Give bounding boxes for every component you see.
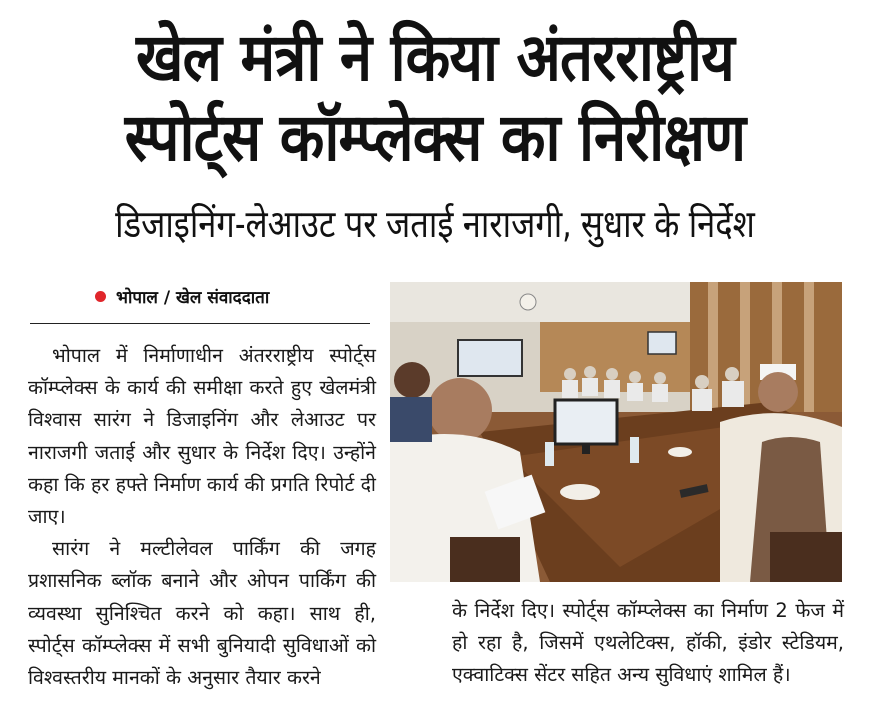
- article-column-right: [452, 595, 844, 692]
- subheadline: डिजाइनिंग-लेआउट पर जताई नाराजगी, सुधार के निर्देश: [115, 202, 755, 246]
- bullet-dot-icon: [95, 291, 106, 302]
- byline-text: भोपाल / खेल संवाददाता: [116, 288, 270, 308]
- paragraph-1: भोपाल में निर्माणाधीन अंतरराष्ट्रीय स्पोर्ट्स कॉम्प्लेक्स के कार्य की समीक्षा करते हुए खेलमंत्री विश्वास सारंग ने डिजाइनिंग और लेआउट पर नाराजगी जताई और सुधार के निर्देश दिए। उन्होंने कहा कि हर हफ्ते निर्माण कार्य की प्रगति रिपोर्ट दी जाए।: [28, 344, 376, 529]
- byline-divider: [30, 323, 370, 324]
- headline-line-1: खेल मंत्री ने किया अंतरराष्ट्रीय: [136, 19, 734, 96]
- headline-line-2: स्पोर्ट्स कॉम्प्लेक्स का निरीक्षण: [124, 99, 746, 176]
- paragraph-2-continued: के निर्देश दिए। स्पोर्ट्स कॉम्प्लेक्स का निर्माण 2 फेज में हो रहा है, जिसमें एथलेटिक्स, हॉकी, इंडोर स्टेडियम, एक्वाटिक्स सेंटर सहित अन्य सुविधाएं शामिल हैं।: [452, 599, 844, 687]
- meeting-photo-illustration: [390, 282, 842, 582]
- meeting-photo: [390, 282, 842, 582]
- paragraph-2: सारंग ने मल्टीलेवल पार्किंग की जगह प्रशासनिक ब्लॉक बनाने और ओपन पार्किंग की व्यवस्था सुनिश्चित करने को कहा। साथ ही, स्पोर्ट्स कॉम्प्लेक्स में सभी बुनियादी सुविधाओं को विश्वस्तरीय मानकों के अनुसार तैयार करने: [28, 537, 376, 690]
- byline: [95, 285, 269, 308]
- headline: [70, 18, 800, 178]
- article-column-left: [28, 340, 376, 694]
